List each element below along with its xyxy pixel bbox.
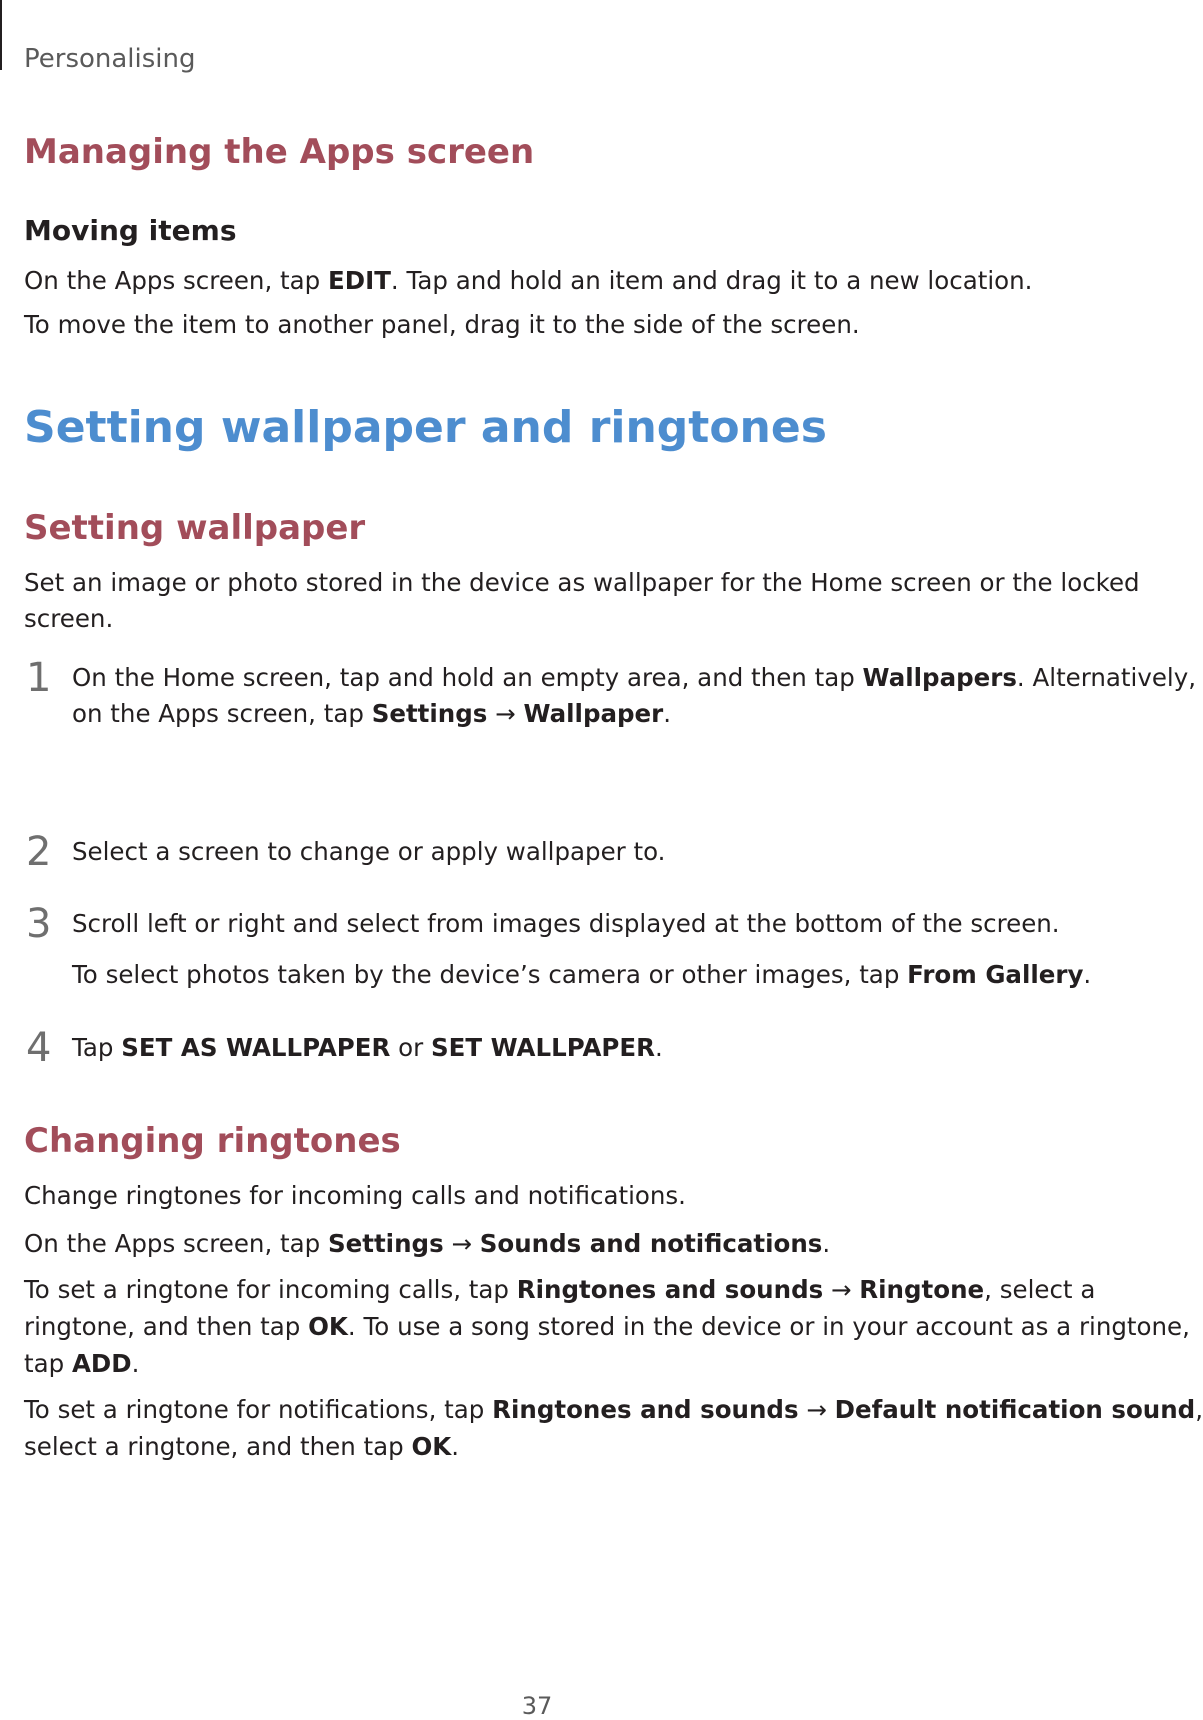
text-run: Tap (72, 1033, 122, 1062)
ui-term-sounds-and-notifications: Sounds and notifications (479, 1229, 823, 1258)
ringtones-paragraph-3-line-1 (24, 1271, 1095, 1308)
ringtones-paragraph-4-line-1 (24, 1391, 1203, 1428)
ringtones-paragraph-2 (24, 1225, 830, 1262)
text-run: . (654, 1033, 663, 1062)
text-run: select a ringtone, and then tap (24, 1432, 412, 1461)
text-run: . Tap and hold an item and drag it to a new location. (390, 266, 1033, 295)
arrow-separator: → (798, 1395, 835, 1424)
step-number-2: 2 (26, 829, 52, 875)
wallpaper-intro-line-1: Set an image or photo stored in the device as wallpaper for the Home screen or the locked (24, 568, 1140, 597)
ui-term-wallpaper: Wallpaper (523, 699, 664, 728)
text-run: on the Apps screen, tap (72, 699, 372, 728)
text-run: To select photos taken by the device’s camera or other images, tap (72, 960, 908, 989)
text-run: On the Home screen, tap and hold an empty area, and then tap (72, 663, 863, 692)
section-title-setting-wallpaper: Setting wallpaper (24, 508, 366, 548)
ringtones-paragraph-1: Change ringtones for incoming calls and notifications. (24, 1181, 686, 1210)
ui-term-from-gallery: From Gallery (907, 960, 1084, 989)
step-3-note (72, 956, 1091, 993)
page-number: 37 (521, 1692, 553, 1720)
arrow-separator: → (487, 699, 524, 728)
ui-term-set-as-wallpaper: SET AS WALLPAPER (121, 1033, 391, 1062)
ui-term-ok: OK (411, 1432, 452, 1461)
text-run: tap (24, 1349, 72, 1378)
text-run: . (131, 1349, 140, 1378)
ui-term-ringtones-and-sounds: Ringtones and sounds (516, 1275, 824, 1304)
paragraph-moving-items-1 (24, 262, 1032, 299)
subsection-title-moving-items: Moving items (24, 214, 237, 247)
step-4-text (72, 1029, 663, 1066)
text-run: . (1083, 960, 1092, 989)
text-run: To set a ringtone for incoming calls, tap (24, 1275, 517, 1304)
text-run: . To use a song stored in the device or in your account as a ringtone, (347, 1312, 1190, 1341)
ui-term-ringtones-and-sounds: Ringtones and sounds (492, 1395, 799, 1424)
text-run: On the Apps screen, tap (24, 266, 328, 295)
text-run: or (390, 1033, 431, 1062)
text-run: To set a ringtone for notifications, tap (24, 1395, 493, 1424)
ui-term-wallpapers: Wallpapers (862, 663, 1017, 692)
step-1-line-1 (72, 659, 1196, 696)
ui-term-settings: Settings (328, 1229, 444, 1258)
arrow-separator: → (823, 1275, 860, 1304)
text-run: , select a (984, 1275, 1096, 1304)
step-number-3: 3 (26, 901, 52, 947)
text-run: , (1195, 1395, 1203, 1424)
paragraph-moving-items-2: To move the item to another panel, drag it to the side of the screen. (24, 310, 860, 339)
ui-term-set-wallpaper: SET WALLPAPER (431, 1033, 655, 1062)
section-title-apps-screen: Managing the Apps screen (24, 132, 535, 172)
chapter-title-wallpaper-ringtones: Setting wallpaper and ringtones (24, 402, 827, 453)
page-edge-line (0, 0, 2, 70)
ui-term-settings: Settings (371, 699, 488, 728)
step-number-4: 4 (26, 1025, 52, 1071)
text-run: . (822, 1229, 831, 1258)
wallpaper-intro-line-2: screen. (24, 604, 114, 633)
step-number-1: 1 (26, 655, 52, 701)
step-3-text: Scroll left or right and select from images displayed at the bottom of the screen. (72, 909, 1060, 938)
section-title-changing-ringtones: Changing ringtones (24, 1121, 401, 1161)
ringtones-paragraph-4-line-2 (24, 1428, 459, 1465)
ui-term-ringtone: Ringtone (859, 1275, 985, 1304)
text-run: . (663, 699, 672, 728)
ringtones-paragraph-3-line-3 (24, 1345, 139, 1382)
arrow-separator: → (443, 1229, 480, 1258)
text-run: . Alternatively, (1016, 663, 1197, 692)
text-run: ringtone, and then tap (24, 1312, 309, 1341)
ringtones-paragraph-3-line-2 (24, 1308, 1190, 1345)
running-header: Personalising (24, 44, 196, 74)
ui-term-ok: OK (308, 1312, 348, 1341)
step-1-line-2 (72, 695, 671, 732)
step-2-text: Select a screen to change or apply wallpaper to. (72, 837, 666, 866)
ui-term-add: ADD (71, 1349, 132, 1378)
text-run: . (451, 1432, 460, 1461)
ui-term-edit: EDIT (328, 266, 391, 295)
text-run: On the Apps screen, tap (24, 1229, 328, 1258)
ui-term-default-notification-sound: Default notification sound (834, 1395, 1196, 1424)
